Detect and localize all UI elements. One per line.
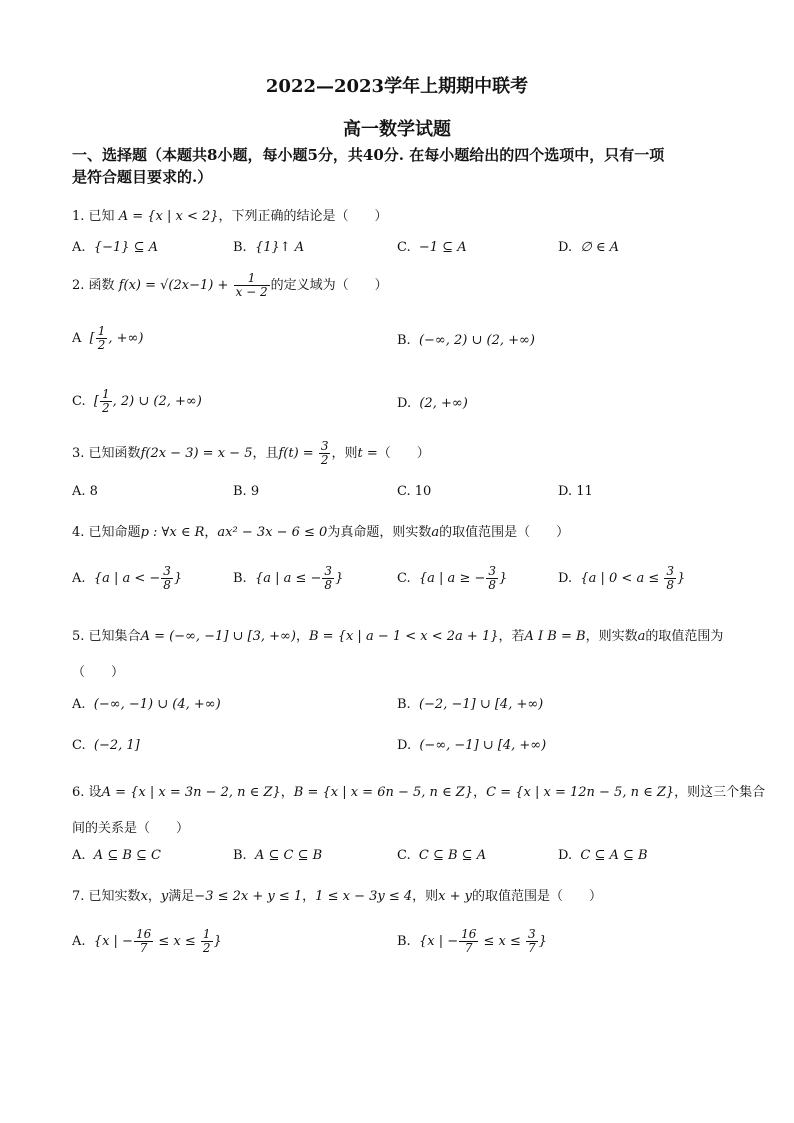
q2-option-a: A [ $\frac{1}{2}$ , +∞) bbox=[72, 324, 144, 352]
q3-option-c: C. 10 bbox=[397, 484, 432, 499]
q2-option-c: C. [ $\frac{1}{2}$ , 2) ∪ (2, +∞) bbox=[72, 387, 202, 415]
q5-option-c: C. (−2, 1] bbox=[72, 738, 140, 753]
question-5-line2: （ ） bbox=[72, 665, 125, 680]
q6-option-b: B. A ⊆ C ⊆ B bbox=[233, 848, 323, 863]
question-1: 1. 已知 A = {x | x < 2}，下列正确的结论是（ ） bbox=[72, 209, 388, 224]
question-7: 7. 已知实数x，y满足−3 ≤ 2x + y ≤ 1，1 ≤ x − 3y ≤ 4，则x + y的取值范围是（ ） bbox=[72, 889, 603, 904]
section-heading-line1: 一、选择题（本题共8小题，每小题5分，共40分. 在每小题给出的四个选项中，只有一项 bbox=[72, 146, 665, 164]
q5-option-d: D. (−∞, −1] ∪ [4, +∞) bbox=[397, 738, 547, 753]
q1-option-c: C. −1 ⊆ A bbox=[397, 240, 467, 255]
question-5: 5. 已知集合A = (−∞, −1] ∪ [3, +∞)，B = {x | a − 1 < x < 2a + 1}，若A I B = B，则实数a的取值范围为 bbox=[72, 629, 724, 644]
exam-subtitle: 高一数学试题 bbox=[343, 119, 451, 140]
q1-option-b: B. {1}↑ A bbox=[233, 240, 305, 255]
q5-option-b: B. (−2, −1] ∪ [4, +∞) bbox=[397, 697, 544, 712]
q4-option-c: C. {a | a ≥ − $\frac{3}{8}$ } bbox=[397, 564, 508, 592]
q1-option-a: A. {−1} ⊆ A bbox=[72, 240, 159, 255]
exam-title: 2022—2023学年上期期中联考 bbox=[265, 76, 529, 97]
q2-option-b: B. (−∞, 2) ∪ (2, +∞) bbox=[397, 333, 535, 348]
question-4: 4. 已知命题p : ∀x ∈ R，ax² − 3x − 6 ≤ 0为真命题，则实数a的取值范围是（ ） bbox=[72, 525, 570, 540]
q4-option-b: B. {a | a ≤ − $\frac{3}{8}$ } bbox=[233, 564, 344, 592]
question-6-line2: 间的关系是（ ） bbox=[72, 821, 190, 836]
question-2: 2. 函数 f(x) = √(2x−1) + $\frac{1}{x - 2}$ 的定义域为（ ） bbox=[72, 271, 388, 299]
q5-option-a: A. (−∞, −1) ∪ (4, +∞) bbox=[72, 697, 221, 712]
q6-option-a: A. A ⊆ B ⊆ C bbox=[72, 848, 161, 863]
q6-option-c: C. C ⊆ B ⊆ A bbox=[397, 848, 487, 863]
q2-option-d: D. (2, +∞) bbox=[397, 396, 468, 411]
q1-option-d: D. ∅ ∈ A bbox=[558, 240, 619, 255]
q3-option-a: A. 8 bbox=[72, 484, 98, 499]
question-6: 6. 设A = {x | x = 3n − 2, n ∈ Z}，B = {x | x = 6n − 5, n ∈ Z}，C = {x | x = 12n − 5, n ∈ Z}，则这三个集合 bbox=[72, 785, 766, 800]
q3-option-d: D. 11 bbox=[558, 484, 593, 499]
q6-option-d: D. C ⊆ A ⊆ B bbox=[558, 848, 648, 863]
q4-option-d: D. {a | 0 < a ≤ $\frac{3}{8}$ } bbox=[558, 564, 686, 592]
section-heading-line2: 是符合题目要求的.） bbox=[72, 168, 213, 186]
q4-option-a: A. {a | a < − $\frac{3}{8}$ } bbox=[72, 564, 183, 592]
q3-option-b: B. 9 bbox=[233, 484, 260, 499]
q7-option-a: A. {x | − $\frac{16}{7}$ ≤ x ≤ $\frac{1}{2}$ } bbox=[72, 927, 222, 955]
q7-option-b: B. {x | − $\frac{16}{7}$ ≤ x ≤ $\frac{3}{7}$ } bbox=[397, 927, 547, 955]
question-3: 3. 已知函数f(2x − 3) = x − 5，且f(t) = $\frac{3}{2}$ ，则t =（ ） bbox=[72, 439, 430, 467]
